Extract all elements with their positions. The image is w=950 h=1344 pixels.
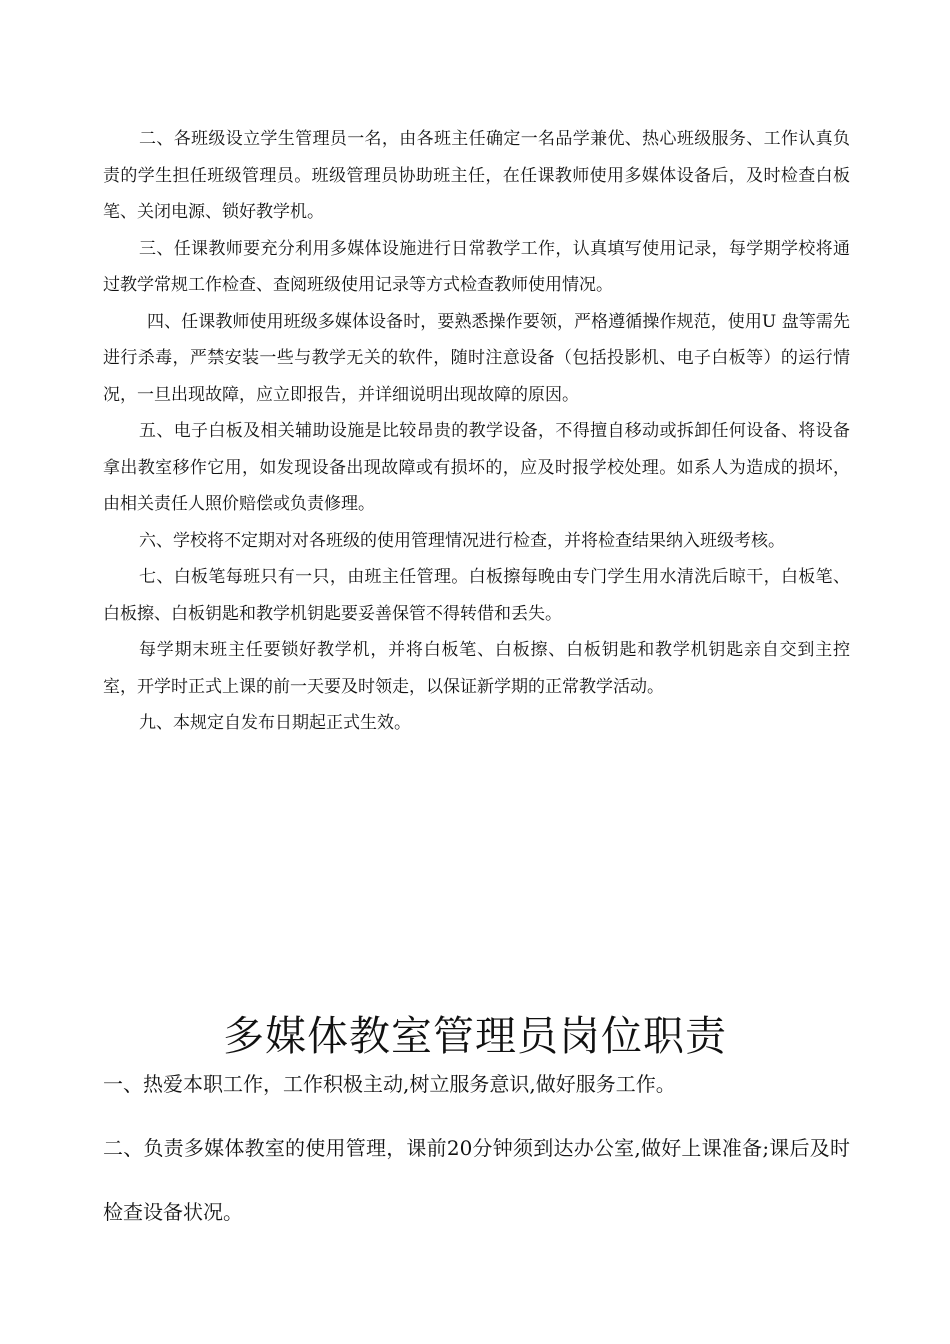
rule-item-5: 五、电子白板及相关辅助设施是比较昂贵的教学设备，不得擅自移动或拆卸任何设备、将设备拿出教室移作它用，如发现设备出现故障或有损坏的，应及时报学校处理。如系人为造成的损坏，由相关责任人照价赔偿或负责修理。 [103, 421, 850, 514]
rules-section [103, 121, 850, 742]
rule-item-2: 二、各班级设立学生管理员一名，由各班主任确定一名品学兼优、热心班级服务、工作认真负责的学生担任班级管理员。班级管理员协助班主任，在任课教师使用多媒体设备后，及时检查白板笔、关闭电源、锁好教学机。 [103, 129, 850, 222]
duty-item-1: 一、热爱本职工作，工作积极主动,树立服务意识,做好服务工作。 [103, 1072, 676, 1096]
rule-item-9: 九、本规定自发布日期起正式生效。 [139, 713, 411, 733]
rule-item-7: 七、白板笔每班只有一只，由班主任管理。白板擦每晚由专门学生用水清洗后晾干，白板笔、白板擦、白板钥匙和教学机钥匙要妥善保管不得转借和丢失。 [103, 567, 850, 624]
rule-item-8: 每学期末班主任要锁好教学机，并将白板笔、白板擦、白板钥匙和教学机钥匙亲自交到主控室，开学时正式上课的前一天要及时领走，以保证新学期的正常教学活动。 [103, 640, 850, 697]
duty-item-2: 二、负责多媒体教室的使用管理，课前20分钟须到达办公室,做好上课准备;课后及时检查设备状况。 [103, 1136, 850, 1224]
duties-title: 多媒体教室管理员岗位职责 [223, 1012, 727, 1060]
rule-item-3: 三、任课教师要充分利用多媒体设施进行日常教学工作，认真填写使用记录，每学期学校将通过教学常规工作检查、查阅班级使用记录等方式检查教师使用情况。 [103, 238, 850, 295]
rule-item-6: 六、学校将不定期对对各班级的使用管理情况进行检查，并将检查结果纳入班级考核。 [139, 530, 785, 551]
duties-section [103, 1052, 850, 1244]
rule-item-4: 四、任课教师使用班级多媒体设备时，要熟悉操作要领，严格遵循操作规范，使用U 盘等需先进行杀毒，严禁安装一些与教学无关的软件，随时注意设备（包括投影机、电子白板等）的运行情况，一旦出现故障，应立即报告，并详细说明出现故障的原因。 [103, 311, 850, 405]
